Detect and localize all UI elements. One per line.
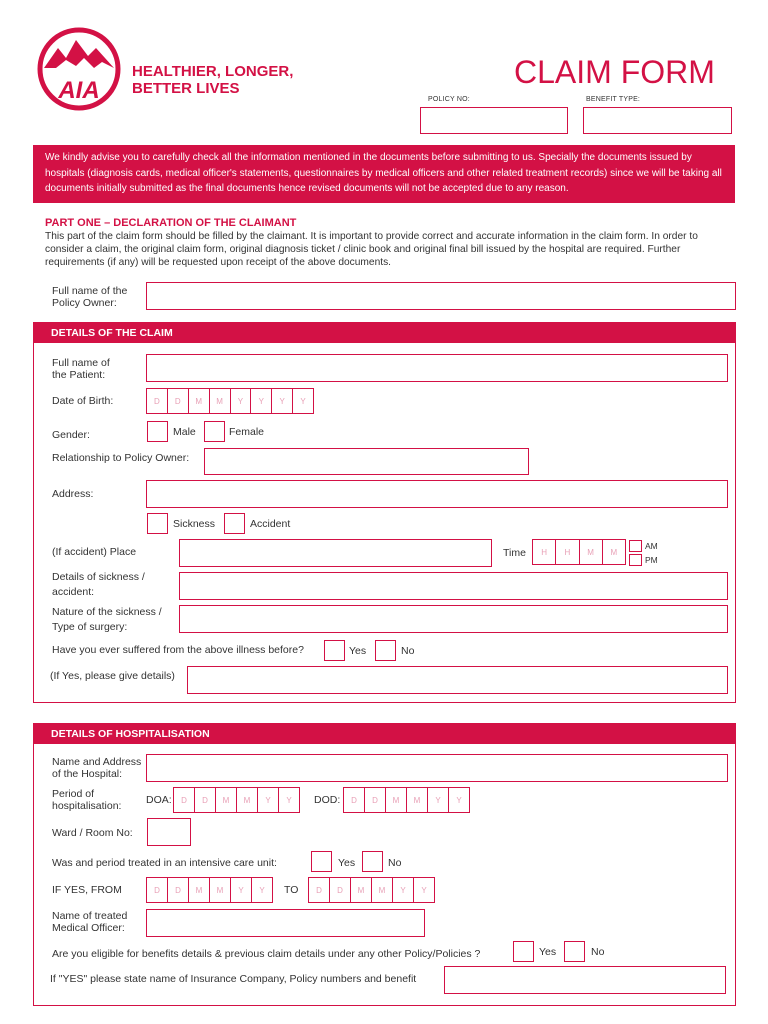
female-checkbox[interactable]	[204, 421, 225, 442]
icu-from-slot[interactable]: M	[189, 878, 210, 902]
icu-from-slot[interactable]: D	[147, 878, 168, 902]
policy-owner-label	[52, 285, 127, 309]
dob-slot[interactable]: Y	[300, 396, 306, 406]
patient-name-label-l2: the Patient:	[52, 369, 106, 381]
icu-to-slot[interactable]: M	[372, 878, 393, 902]
period-label	[52, 788, 121, 812]
icu-to-slot[interactable]: D	[309, 878, 330, 902]
other-insurance-field[interactable]	[444, 966, 726, 994]
accident-label: Accident	[250, 518, 291, 530]
if-yes-details-label: (If Yes, please give details)	[50, 670, 175, 682]
male-checkbox[interactable]	[147, 421, 168, 442]
patient-name-field[interactable]	[146, 354, 728, 382]
time-slot[interactable]: H	[556, 540, 579, 564]
doa-slot[interactable]: Y	[286, 795, 292, 805]
icu-to-slot[interactable]: Y	[393, 878, 414, 902]
claim-section-title: DETAILS OF THE CLAIM	[51, 326, 173, 339]
icu-to-label: TO	[284, 884, 299, 896]
dod-slot[interactable]: D	[344, 788, 365, 812]
nature-field[interactable]	[179, 605, 728, 633]
am-label: AM	[645, 541, 658, 551]
tagline-line2: BETTER LIVES	[132, 80, 240, 97]
dod-label: DOD:	[314, 794, 341, 806]
sickness-label: Sickness	[173, 518, 216, 530]
am-checkbox[interactable]	[629, 540, 642, 552]
icu-yes-checkbox[interactable]	[311, 851, 332, 872]
if-yes-details-field[interactable]	[187, 666, 728, 694]
time-slot[interactable]: M	[580, 540, 603, 564]
eligible-yes-label: Yes	[539, 946, 557, 958]
part-one-intro: This part of the claim form should be filled by the claimant. It is important to provide correct and accurate information in the claim form. In order to consider a claim, the original claim form, original diagnosis ticket / clinic book and original final bill issued by the hospital are required. Further requirements (if any) will be requested upon receipt of the above documents.	[45, 231, 698, 269]
medical-officer-label-l2: Medical Officer:	[52, 922, 125, 934]
patient-name-label	[52, 357, 110, 381]
female-label: Female	[229, 426, 265, 438]
policy-owner-label-l2: Policy Owner:	[52, 297, 117, 309]
notice-banner	[33, 145, 735, 203]
time-slot[interactable]: M	[610, 547, 618, 557]
pm-checkbox[interactable]	[629, 554, 642, 566]
icu-label: Was and period treated in an intensive care unit:	[52, 857, 277, 869]
aia-logo-mark	[36, 26, 122, 112]
address-label: Address:	[52, 488, 94, 500]
dod-slot[interactable]: Y	[456, 795, 462, 805]
suffered-no-label: No	[401, 645, 415, 657]
sickness-details-label-l2: accident:	[52, 586, 95, 598]
relationship-field[interactable]	[204, 448, 529, 475]
icu-from-slot[interactable]: D	[168, 878, 189, 902]
dod-field[interactable]	[343, 787, 470, 813]
dob-slot[interactable]: M	[189, 389, 210, 413]
aia-logo-text: AIA	[58, 77, 100, 104]
time-field[interactable]	[532, 539, 626, 565]
accident-checkbox[interactable]	[224, 513, 245, 534]
medical-officer-label	[52, 910, 127, 934]
male-label: Male	[173, 426, 196, 438]
icu-to-slot[interactable]: M	[351, 878, 372, 902]
medical-officer-field[interactable]	[146, 909, 425, 937]
dob-slot[interactable]: D	[168, 389, 189, 413]
eligible-yes-checkbox[interactable]	[513, 941, 534, 962]
period-label-l1: Period of	[52, 788, 95, 800]
hospital-name-field[interactable]	[146, 754, 728, 782]
dod-slot[interactable]: M	[386, 788, 407, 812]
sickness-checkbox[interactable]	[147, 513, 168, 534]
benefit-type-label: BENEFIT TYPE:	[586, 96, 641, 103]
icu-from-slot[interactable]: Y	[259, 885, 265, 895]
dod-slot[interactable]: D	[365, 788, 386, 812]
time-label: Time	[503, 547, 526, 559]
nature-label	[52, 605, 162, 635]
doa-slot[interactable]: D	[195, 788, 216, 812]
policy-owner-field[interactable]	[146, 282, 736, 310]
patient-name-label-l1: Full name of	[52, 357, 110, 369]
dod-slot[interactable]: Y	[428, 788, 449, 812]
other-insurance-label: If "YES" please state name of Insurance Company, Policy numbers and benefit	[50, 973, 417, 985]
icu-from-field[interactable]	[146, 877, 273, 903]
nature-label-l1: Nature of the sickness /	[52, 606, 162, 618]
accident-place-field[interactable]	[179, 539, 492, 567]
icu-from-slot[interactable]: Y	[231, 878, 252, 902]
time-slot[interactable]: H	[533, 540, 556, 564]
hospital-name-label-l1: Name and Address	[52, 756, 142, 768]
page-title: CLAIM FORM	[514, 54, 715, 90]
policy-no-field[interactable]	[420, 107, 568, 134]
dod-slot[interactable]: M	[407, 788, 428, 812]
medical-officer-label-l1: Name of treated	[52, 910, 128, 922]
icu-no-label: No	[388, 857, 402, 869]
icu-to-slot[interactable]: Y	[421, 885, 427, 895]
doa-slot[interactable]: Y	[258, 788, 279, 812]
address-field[interactable]	[146, 480, 728, 508]
sickness-details-field[interactable]	[179, 572, 728, 600]
doa-slot[interactable]: D	[174, 788, 195, 812]
suffered-before-label: Have you ever suffered from the above illness before?	[52, 644, 304, 656]
accident-place-label: (If accident) Place	[52, 546, 137, 558]
pm-label: PM	[645, 555, 658, 565]
nature-label-l2: Type of surgery:	[52, 621, 128, 633]
dob-slot[interactable]: Y	[231, 389, 252, 413]
ward-label: Ward / Room No:	[52, 827, 133, 839]
doa-slot[interactable]: M	[216, 788, 237, 812]
suffered-yes-label: Yes	[349, 645, 367, 657]
dob-field[interactable]	[146, 388, 314, 414]
ward-field[interactable]	[147, 818, 191, 846]
eligible-no-label: No	[591, 946, 605, 958]
part-one-title: PART ONE – DECLARATION OF THE CLAIMANT	[45, 217, 297, 229]
relationship-label: Relationship to Policy Owner:	[52, 452, 190, 464]
icu-to-slot[interactable]: D	[330, 878, 351, 902]
eligible-no-checkbox[interactable]	[564, 941, 585, 962]
dob-slot[interactable]: Y	[272, 389, 293, 413]
hospital-name-label	[52, 756, 141, 780]
suffered-yes-checkbox[interactable]	[324, 640, 345, 661]
eligible-label: Are you eligible for benefits details & previous claim details under any other Policy/Policies ?	[52, 948, 481, 960]
tagline	[132, 63, 293, 97]
icu-from-slot[interactable]: M	[210, 878, 231, 902]
tagline-line1: HEALTHIER, LONGER,	[132, 63, 294, 80]
icu-to-field[interactable]	[308, 877, 435, 903]
policy-owner-label-l1: Full name of the	[52, 285, 128, 297]
aia-logo	[36, 26, 122, 112]
policy-no-label: POLICY NO:	[428, 96, 470, 103]
icu-yes-label: Yes	[338, 857, 356, 869]
hospital-name-label-l2: of the Hospital:	[52, 768, 123, 780]
sickness-details-label-l1: Details of sickness /	[52, 571, 145, 583]
doa-field[interactable]	[173, 787, 300, 813]
gender-label: Gender:	[52, 429, 90, 441]
benefit-type-field[interactable]	[583, 107, 732, 134]
dob-slot[interactable]: D	[147, 389, 168, 413]
notice-text: We kindly advise you to carefully check all the information mentioned in the documents before submitting to us. Specially the documents issued by hospitals (diagnosis cards, medical officer's statements, questionnaires by medical officers and other related treatment records) since we will be taking all documents initially submitted as the final documents hence revised documents will not be accepted due to any reason.	[45, 152, 722, 194]
icu-from-label: IF YES, FROM	[52, 884, 122, 896]
suffered-no-checkbox[interactable]	[375, 640, 396, 661]
doa-label: DOA:	[146, 794, 172, 806]
dob-slot[interactable]: M	[210, 389, 231, 413]
doa-slot[interactable]: M	[237, 788, 258, 812]
icu-no-checkbox[interactable]	[362, 851, 383, 872]
sickness-details-label	[52, 570, 145, 600]
dob-slot[interactable]: Y	[251, 389, 272, 413]
dob-label: Date of Birth:	[52, 395, 114, 407]
hosp-section-title: DETAILS OF HOSPITALISATION	[51, 727, 210, 740]
period-label-l2: hospitalisation:	[52, 800, 122, 812]
